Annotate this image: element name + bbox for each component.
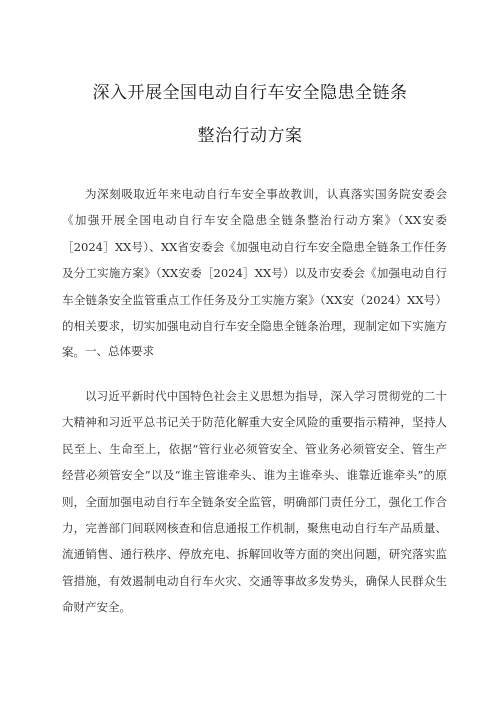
document-title-line-1: 深入开展全国电动自行车安全隐患全链条	[92, 83, 408, 103]
intro-paragraph: 为深刻吸取近年来电动自行车安全事故教训，认真落实国务院安委会《加强开展全国电动自行车安全隐患全链条整治行动方案》（XX安委［2024］XX号）、XX省安委会《加强电动自行车安全隐患全链条工作任务及分工实施方案》（XX安委［2024］XX号）以及市安委会《加强电动自行车全链条安全监管重点工作任务及分工实施方案》（XX安（2024）XX号）的相关要求，切实加强电动自行车安全隐患全链条治理，现制定如下实施方案。	[62, 187, 447, 360]
section-paragraph-general-requirements: 以习近平新时代中国特色社会主义思想为指导，深入学习贯彻党的二十大精神和习近平总书记关于防范化解重大安全风险的重要指示精神，坚持人民至上、生命至上，依据“管行业必须管安全、管业务必须管安全、管生产经营必须管安全”以及“谁主管谁牵头、谁为主谁牵头、谁靠近谁牵头”的原则，全面加强电动自行车全链条安全监管，明确部门责任分工，强化工作合力，完善部门间联网核查和信息通报工作机制，聚焦电动自行车产品质量、流通销售、通行秩序、停放充电、拆解回收等方面的突出问题，研究落实监管措施，有效遏制电动自行车火灾、交通等事故多发势头，确保人民群众生命财产安全。	[62, 389, 447, 615]
section-heading-general-requirements: 一、总体要求	[85, 344, 154, 358]
document-title-line-2: 整治行动方案	[197, 126, 303, 146]
